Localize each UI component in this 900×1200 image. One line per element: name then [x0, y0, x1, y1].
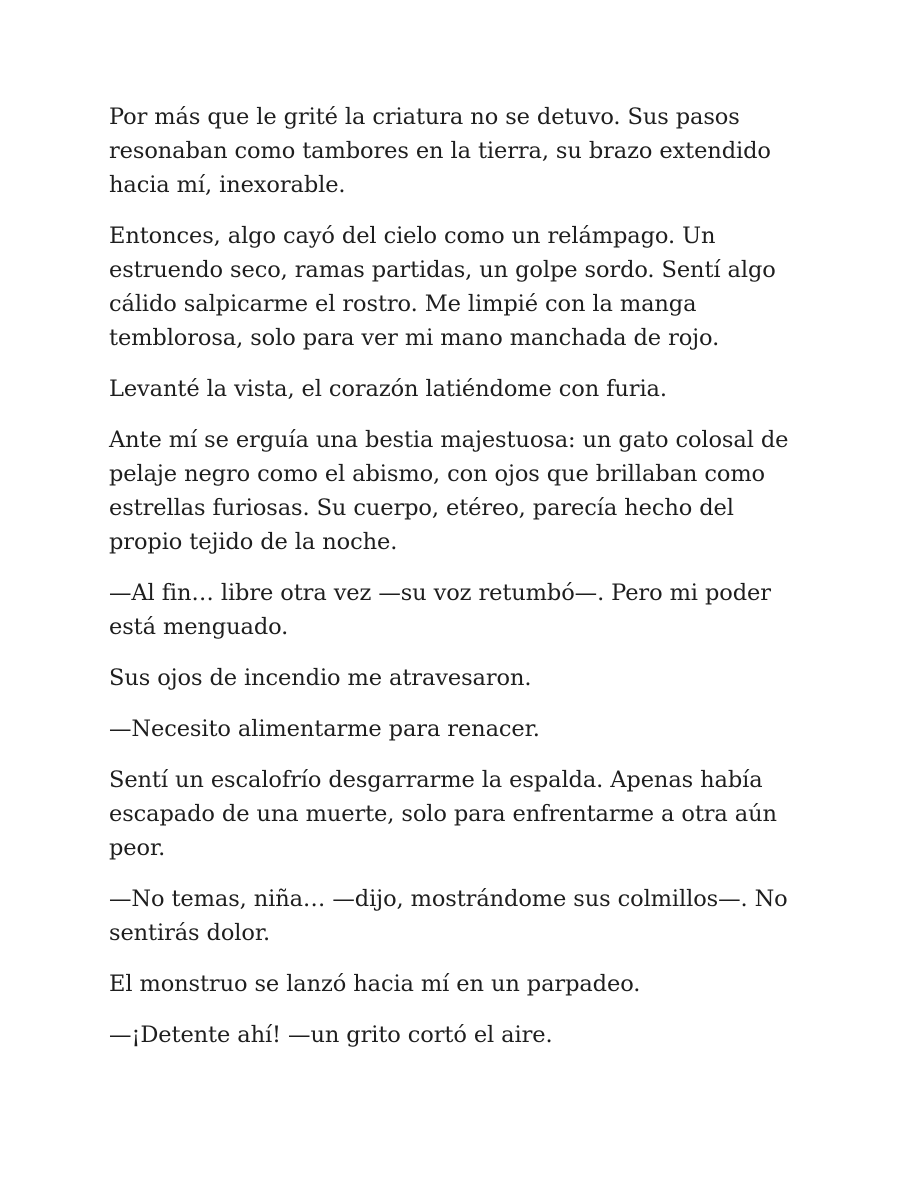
paragraph: —¡Detente ahí! —un grito cortó el aire. [109, 1022, 553, 1048]
paragraph: —Necesito alimentarme para renacer. [109, 716, 540, 742]
paragraph: Sentí un escalofrío desgarrarme la espalda. Apenas había escapado de una muerte, solo para enfrentarme a otra aún peor. [109, 767, 777, 861]
paragraph: —No temas, niña… —dijo, mostrándome sus colmillos—. No sentirás dolor. [109, 886, 788, 946]
document-page [109, 100, 789, 1069]
paragraph: Sus ojos de incendio me atravesaron. [109, 665, 532, 691]
paragraph: Por más que le grité la criatura no se detuvo. Sus pasos resonaban como tambores en la tierra, su brazo extendido hacia mí, inexorable. [109, 104, 771, 198]
paragraph: Ante mí se erguía una bestia majestuosa: un gato colosal de pelaje negro como el abismo, con ojos que brillaban como estrellas furiosas. Su cuerpo, etéreo, parecía hecho del propio tejido de la noche. [109, 427, 789, 555]
paragraph: El monstruo se lanzó hacia mí en un parpadeo. [109, 971, 641, 997]
paragraph: —Al fin… libre otra vez —su voz retumbó—. Pero mi poder está menguado. [109, 580, 771, 640]
paragraph: Entonces, algo cayó del cielo como un relámpago. Un estruendo seco, ramas partidas, un golpe sordo. Sentí algo cálido salpicarme el rostro. Me limpié con la manga temblorosa, solo para ver mi mano manchada de rojo. [109, 223, 776, 351]
paragraph: Levanté la vista, el corazón latiéndome con furia. [109, 376, 667, 402]
